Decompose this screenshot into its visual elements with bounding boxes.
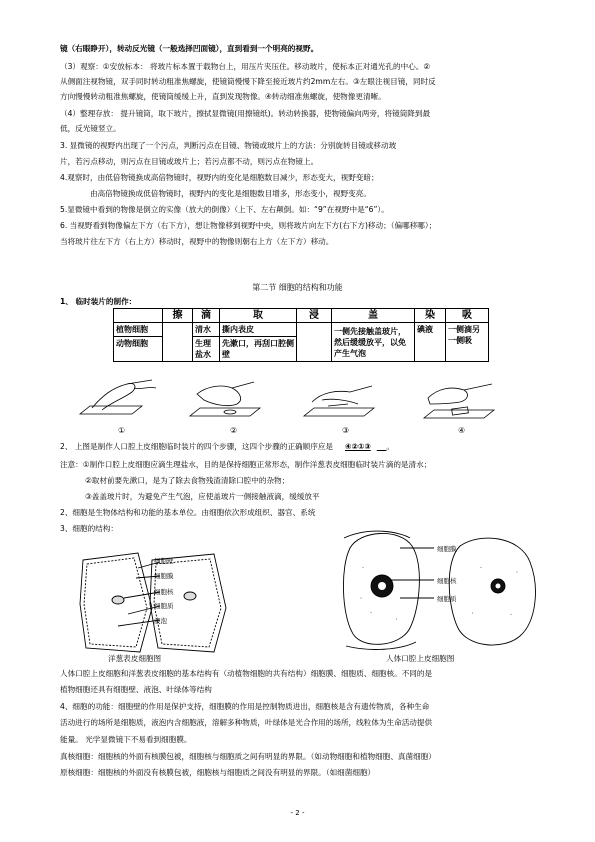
body-line-3: 4、细胞的功能：细胞壁的作用是保护支持，细胞膜的作用是控制物质进出，细胞核是含有遗传物质，各种生命	[60, 702, 430, 711]
text-line-1: 镜（右眼睁开），转动反光镜（一般选择凹面镜），直到看到一个明亮的视野。	[60, 44, 319, 53]
text-line-5: （4）整理存放： 提升镜筒，取下玻片，擦拭显微镜(用擦镜纸)。转动转换器，使物镜偏向两旁，将镜筒降到最	[60, 109, 431, 118]
table-row	[114, 323, 489, 337]
label-onion-part: 细胞膜	[154, 572, 174, 580]
label-oral-part: 细胞膜	[437, 545, 457, 553]
table-header-cell: 滴	[193, 309, 220, 323]
text-line-13: 当将玻片往左下方（右上方）移动时，视野中的物像则朝右上方（左下方）移动。	[60, 237, 334, 246]
table-cell-take-animal: 先漱口，再刮口腔侧壁	[220, 337, 297, 362]
onion-nucleus-left	[112, 596, 124, 604]
body-line-5: 能量。 光学显微镜下不易看到细胞膜。	[60, 735, 192, 744]
label-onion-part: 液泡	[154, 617, 167, 625]
caption-onion-cell: 洋葱表皮细胞图	[108, 654, 162, 663]
table-cell-drop-animal: 生理盐水	[193, 337, 220, 362]
question-2: 2、 上图是制作人口腔上皮细胞临时装片的四个步骤，这四个步骤的正确顺序应是 ④②①③ 。	[60, 442, 394, 451]
caption-oral-cell: 人体口腔上皮细胞图	[386, 654, 455, 663]
body-line-1: 人体口腔上皮细胞和洋葱表皮细胞的基本结构有（动植物细胞的共有结构）细胞膜、细胞质、细胞核。不同的是	[60, 669, 433, 678]
text-line-12: 6. 当视野看到物像偏左下方（右下方），想让物像移到视野中央，则将玻片向左下方(右下方)移动；（偏哪移哪）；	[60, 221, 437, 230]
note-3: ③盖盖玻片时，为避免产生气泡，应使盖玻片一侧接触液滴，缓缓放平	[85, 492, 320, 501]
step-number: ①	[118, 426, 126, 435]
step-number: ③	[342, 426, 350, 435]
table-cell-wipe	[163, 323, 193, 362]
step-2-illustration	[190, 382, 260, 416]
text-line-2: （3）观察：①安放标本： 将玻片标本置于载物台上，用压片夹压住。移动玻片，使标本正对通光孔的中心。②	[60, 62, 431, 71]
text-line-4: 方向慢慢转动粗准焦螺旋，使镜筒缓缓上升，直到发现物像。④转动细准焦螺旋，使物像更清晰。	[60, 92, 386, 101]
page-number: - 2 -	[290, 809, 305, 817]
table-cell-take-plant: 撕内表皮	[220, 323, 297, 337]
table-header-cell: 取	[220, 309, 297, 323]
paragraph-cell-structure: 3、细胞的结构：	[60, 524, 118, 533]
oral-cell-right	[449, 538, 535, 645]
paragraph-cell-unit: 2、细胞是生物体结构和功能的基本单位。由细胞依次形成组织、器官、系统	[60, 508, 316, 517]
table-cell-absorb: 一侧滴另一侧吸	[446, 323, 489, 362]
note-1: 注意：①制作口腔上皮细胞应滴生理盐水，目的是保持细胞正常形态，制作洋葱表皮细胞临时装片滴的是清水；	[60, 460, 432, 469]
step-number: ②	[230, 426, 238, 435]
step-1-illustration	[80, 380, 156, 414]
slide-steps-illustration	[72, 374, 532, 426]
body-line-4: 活动进行的场所是细胞质，液泡内含细胞液，溶解多种物质，叶绿体是光合作用的场所，线粒体为生命活动提供	[60, 718, 433, 727]
table-cell-cover: 一侧先接触盖玻片，然后缓缓放平，以免产生气泡	[332, 323, 415, 362]
table-header-row	[114, 309, 489, 323]
body-line-7: 原核细胞：细胞核的外面没有核膜包被，细胞核与细胞质之间没有明显的界限。（如细菌细胞）	[60, 768, 376, 777]
text-line-10: 由高倍物镜换成低倍物镜时，视野内的变化是细胞数目增多，形态变小，视野变亮。	[90, 189, 371, 198]
table-header-cell: 染	[415, 309, 446, 323]
question-2-answer: ④②①③	[345, 442, 371, 451]
row-label-animal: 动物细胞	[114, 337, 163, 362]
table-cell-soak	[297, 323, 332, 362]
text-line-8: 片，若污点移动，则污点在目镜或玻片上；若污点都不动，则污点在物镜上。	[60, 157, 319, 166]
step-number: ④	[458, 426, 466, 435]
body-line-2: 植物细胞还具有细胞壁、液泡、叶绿体等结构	[60, 685, 212, 694]
body-line-6: 真核细胞：细胞核的外面有核膜包被，细胞核与细胞质之间有明显的界限。（如动物细胞和植物细胞、真菌细胞）	[60, 752, 436, 761]
table-header-corner	[114, 309, 163, 323]
table-header-cell: 盖	[332, 309, 415, 323]
row-label-plant: 植物细胞	[114, 323, 163, 337]
slide-making-table	[113, 308, 489, 362]
step-3-illustration	[304, 386, 374, 416]
step-4-illustration	[424, 384, 494, 418]
note-2: ②取材前要先漱口，是为了除去食物残渣清除口腔中的杂物；	[85, 476, 290, 485]
label-onion-part: 细胞壁	[154, 557, 174, 565]
table-header-cell: 吸	[446, 309, 489, 323]
text-line-7: 3. 显微镜的视野内出现了一个污点，判断污点在目镜、物镜或玻片上的方法：分别旋转目镜或移动玻	[60, 141, 397, 150]
text-line-9: 4.观察时，由低倍物镜换成高倍物镜时，视野内的变化是细胞数目减少，形态变大，视野变暗；	[60, 173, 379, 182]
heading-temp-slide: 1、 临时装片的制作：	[60, 297, 137, 306]
onion-nucleus-right	[184, 592, 196, 600]
label-oral-part: 细胞质	[437, 595, 457, 603]
table-cell-stain: 碘液	[415, 323, 446, 362]
text-line-6: 低，反光镜竖立。	[60, 124, 121, 133]
section-title: 第二节 细胞的结构和功能	[252, 283, 343, 292]
table-header-cell: 擦	[163, 309, 193, 323]
table-header-cell: 浸	[297, 309, 332, 323]
table-cell-drop-plant: 清水	[193, 323, 220, 337]
text-line-3: 从侧面注视物镜，双手同时转动粗准焦螺旋，使镜筒慢慢下降至接近玻片约2mm左右。③左眼注视目镜，同时反	[60, 77, 436, 86]
label-onion-part: 细胞质	[154, 602, 174, 610]
label-oral-part: 细胞核	[437, 577, 457, 585]
text-line-11: 5.显微镜中看到的物像是倒立的实像（放大的倒像）（上下、左右颠倒。如：“9”在视野中是“6”）。	[60, 205, 389, 214]
label-onion-part: 细胞核	[154, 588, 174, 596]
